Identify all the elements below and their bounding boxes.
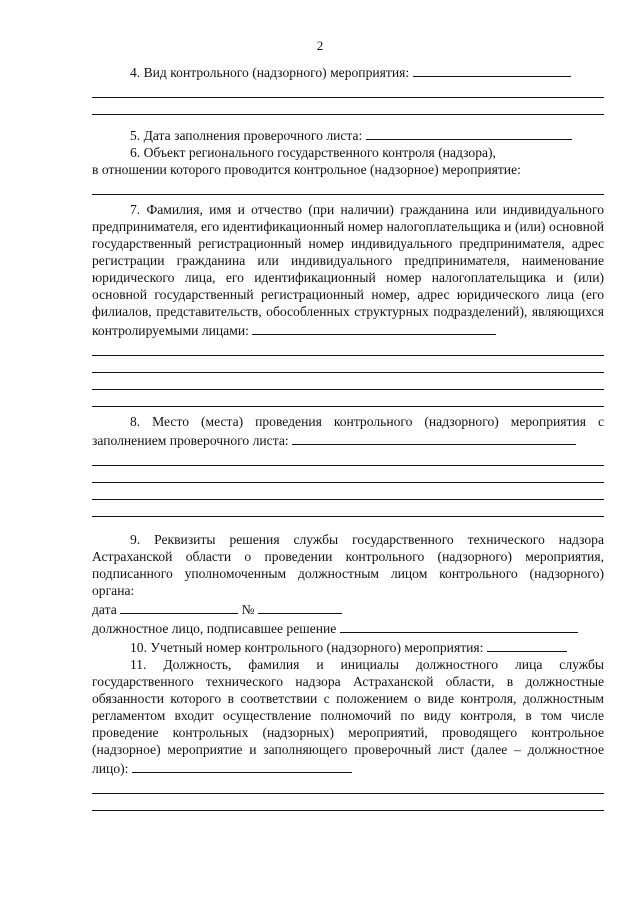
item-11-label: 11. Должность, фамилия и инициалы должностного лица службы государственного технического надзора Астраханской области, в должностные обязанности которого в соответствии с положением о виде контроля, должностным регламентом входит осуществление полномочий по виду контроля, в том числе проведение контрольных (надзорных) мероприятий, проводящего контрольное (надзорное) мероприятие и заполняющего проверочный лист (далее – должностное лицо): bbox=[92, 657, 604, 776]
item-7-line-3[interactable] bbox=[92, 373, 604, 390]
item-9-date-row bbox=[92, 599, 604, 618]
item-7 bbox=[92, 201, 604, 339]
item-8-label: 8. Место (места) проведения контрольного (надзорного) мероприятия с заполнением проверочного листа: bbox=[92, 414, 604, 448]
item-8 bbox=[92, 413, 604, 449]
item-10-label: 10. Учетный номер контрольного (надзорного) мероприятия: bbox=[130, 640, 484, 655]
item-5-field[interactable] bbox=[366, 125, 572, 140]
item-4-line-2[interactable] bbox=[92, 98, 604, 115]
item-11 bbox=[92, 656, 604, 777]
item-5 bbox=[92, 125, 604, 144]
item-9-date-field[interactable] bbox=[120, 599, 238, 614]
page-number: 2 bbox=[316, 38, 324, 53]
item-11-field[interactable] bbox=[132, 758, 352, 773]
item-8-line-4[interactable] bbox=[92, 500, 604, 517]
item-11-line-2[interactable] bbox=[92, 794, 604, 811]
item-11-line-1[interactable] bbox=[92, 777, 604, 794]
item-7-line-2[interactable] bbox=[92, 356, 604, 373]
item-9-official-label: должностное лицо, подписавшее решение bbox=[92, 621, 337, 636]
item-9: 9. Реквизиты решения службы государственного технического надзора Астраханской области о проведении контрольного (надзорного) мероприятия, подписанного уполномоченным должностным лицом контрольного (надзорного) органа: bbox=[92, 532, 604, 598]
item-5-label: 5. Дата заполнения проверочного листа: bbox=[130, 128, 363, 143]
item-4-line-1[interactable] bbox=[92, 81, 604, 98]
item-6-line-1[interactable] bbox=[92, 178, 604, 195]
item-4 bbox=[92, 62, 604, 81]
item-6-line-b: в отношении которого проводится контрольное (надзорное) мероприятие: bbox=[92, 162, 521, 177]
item-9-official-field[interactable] bbox=[340, 618, 578, 633]
item-9-date-label: дата bbox=[92, 602, 117, 617]
item-9-official-row bbox=[92, 618, 604, 637]
item-7-line-1[interactable] bbox=[92, 339, 604, 356]
item-8-line-1[interactable] bbox=[92, 449, 604, 466]
item-6-line-a: 6. Объект регионального государственного контроля (надзора), bbox=[130, 145, 496, 160]
item-9-number-label: № bbox=[241, 602, 255, 617]
item-7-field[interactable] bbox=[252, 320, 496, 335]
item-4-label: 4. Вид контрольного (надзорного) мероприятия: bbox=[130, 65, 410, 80]
item-10 bbox=[92, 637, 604, 656]
checklist-form bbox=[92, 62, 604, 811]
item-8-field[interactable] bbox=[292, 430, 576, 445]
item-10-field[interactable] bbox=[487, 637, 567, 652]
item-4-field[interactable] bbox=[413, 62, 571, 77]
item-8-line-2[interactable] bbox=[92, 466, 604, 483]
item-9-number-field[interactable] bbox=[258, 599, 342, 614]
item-8-line-3[interactable] bbox=[92, 483, 604, 500]
item-7-line-4[interactable] bbox=[92, 390, 604, 407]
item-7-label: 7. Фамилия, имя и отчество (при наличии) гражданина или индивидуального предпринимателя, его идентификационный номер налогоплательщика и (или) основной государственный регистрационный номер индивидуального предпринимателя, адрес регистрации гражданина или индивидуального предпринимателя, наименование юридического лица, его идентификационный номер налогоплательщика и (или) основной государственный регистрационный номер, адрес юридического лица (его филиалов, представительств, обособленных структурных подразделений), являющихся контролируемыми лицами: bbox=[92, 202, 604, 338]
